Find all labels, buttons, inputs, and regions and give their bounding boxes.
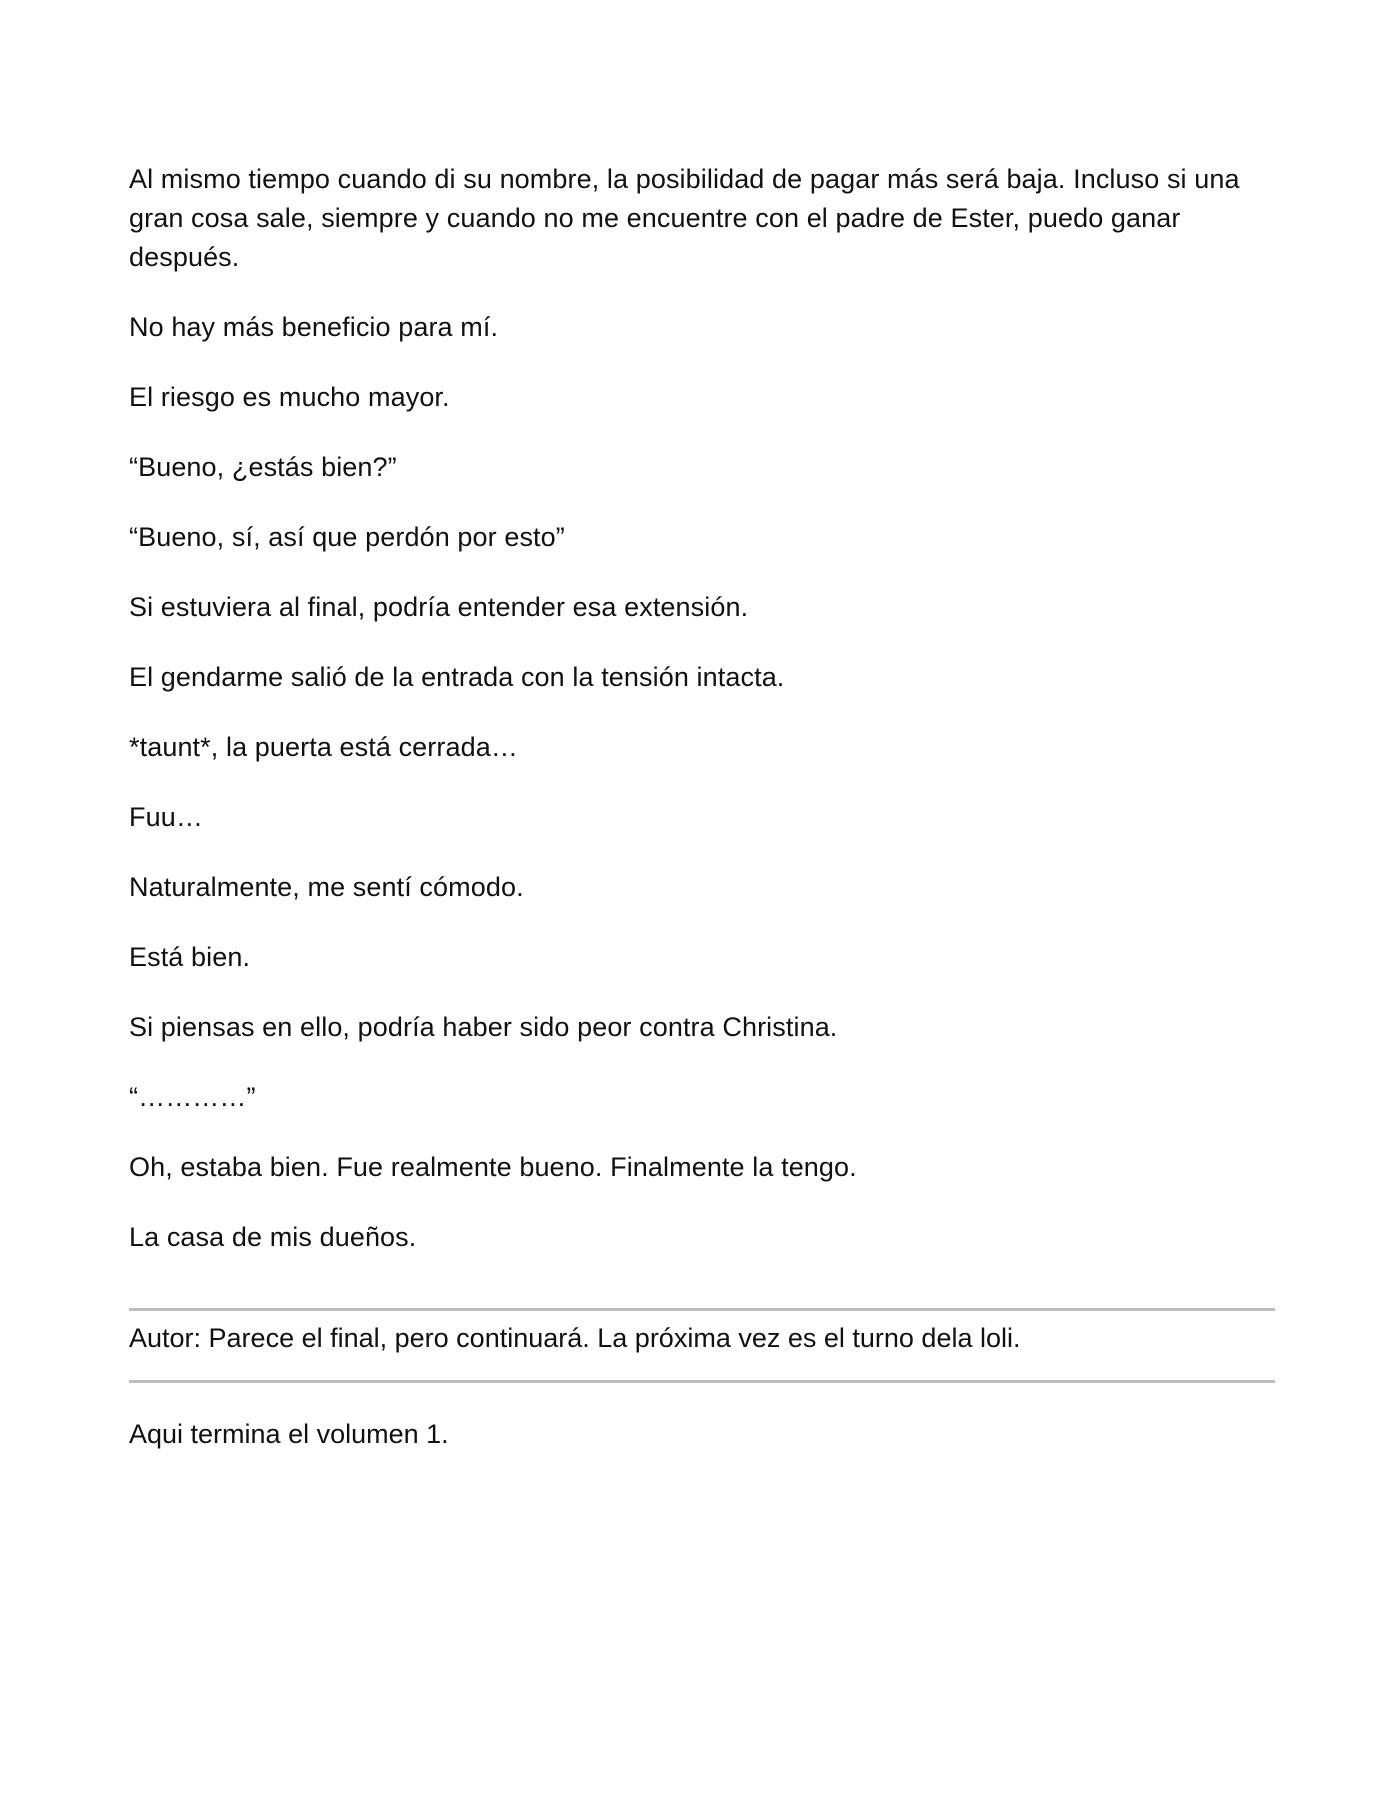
paragraph: El riesgo es mucho mayor. [129, 382, 450, 412]
paragraph: Fuu… [129, 802, 203, 832]
paragraph: “…………” [129, 1082, 256, 1112]
divider-top [129, 1308, 1275, 1311]
divider-bottom [129, 1380, 1275, 1383]
paragraph: Si piensas en ello, podría haber sido peor contra Christina. [129, 1012, 838, 1042]
paragraph: Oh, estaba bien. Fue realmente bueno. Finalmente la tengo. [129, 1152, 857, 1182]
paragraph: No hay más beneficio para mí. [129, 312, 499, 342]
paragraph: “Bueno, ¿estás bien?” [129, 452, 397, 482]
closing-line: Aqui termina el volumen 1. [129, 1419, 449, 1449]
paragraph: “Bueno, sí, así que perdón por esto” [129, 522, 565, 552]
author-note: Autor: Parece el final, pero continuará. La próxima vez es el turno dela loli. [129, 1323, 1021, 1353]
paragraph: Al mismo tiempo cuando di su nombre, la posibilidad de pagar más será baja. Incluso si una gran cosa sale, siempre y cuando no me encuentre con el padre de Ester, puedo ganar después. [129, 164, 1240, 272]
paragraph: *taunt*, la puerta está cerrada… [129, 732, 518, 762]
paragraph: Está bien. [129, 942, 251, 972]
paragraph: Naturalmente, me sentí cómodo. [129, 872, 524, 902]
paragraph: Si estuviera al final, podría entender esa extensión. [129, 592, 749, 622]
paragraph: El gendarme salió de la entrada con la tensión intacta. [129, 662, 785, 692]
document-body [129, 160, 1275, 1454]
paragraph: La casa de mis dueños. [129, 1222, 417, 1252]
